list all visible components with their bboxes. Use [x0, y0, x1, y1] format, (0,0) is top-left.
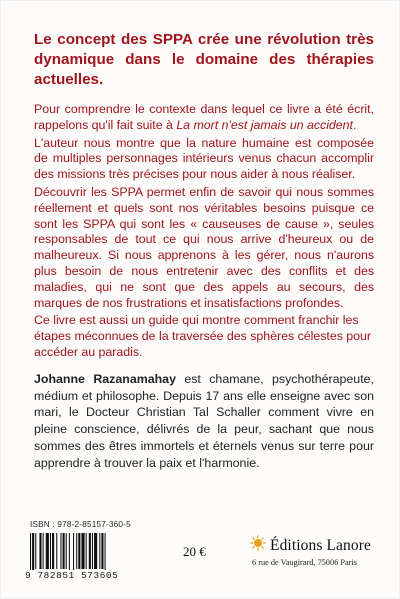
barcode-bars	[24, 533, 144, 573]
barcode-bar	[39, 533, 41, 569]
barcode-bar	[32, 533, 34, 573]
barcode-bar	[46, 533, 49, 569]
barcode-bar	[94, 533, 97, 569]
price: 20 €	[183, 544, 206, 559]
barcode-bar	[66, 533, 67, 569]
cover-text-block	[34, 30, 374, 472]
sun-logo-icon	[250, 535, 266, 556]
barcode-bar	[76, 533, 77, 569]
barcode-bar	[35, 533, 36, 569]
barcode-bar	[99, 533, 100, 569]
barcode-bar	[92, 533, 93, 569]
author-name: Johanne Razanamahay	[34, 371, 176, 386]
sun-logo-svg	[250, 535, 266, 551]
barcode-bar	[73, 533, 74, 573]
barcode-bar	[52, 533, 54, 569]
barcode-bar	[101, 533, 103, 569]
blurb	[34, 102, 374, 361]
barcode-bar	[78, 533, 80, 569]
barcode-bar	[81, 533, 84, 569]
blurb-p1-end: .	[352, 117, 357, 132]
barcode-bar	[86, 533, 87, 569]
barcode-bar	[56, 533, 57, 569]
barcode-bar	[69, 533, 70, 573]
author-bio	[34, 371, 374, 472]
blurb-paragraph-4: Ce livre est aussi un guide qui montre comment franchir les étapes méconnues de la traversée des sphères célestes pour accéder au paradis.	[34, 313, 372, 359]
blurb-paragraph-1	[34, 102, 374, 134]
barcode-bar	[63, 533, 65, 569]
publisher-name: Éditions Lanore	[270, 536, 371, 554]
previous-book-title: La mort n'est jamais un accident	[176, 117, 353, 132]
barcode-digits	[24, 570, 144, 581]
barcode-digits-text: 9 782851 573605	[25, 570, 119, 581]
publisher-address: 6 rue de Vaugirard, 75006 Paris	[252, 558, 357, 567]
headline: Le concept des SPPA crée une révolution très dynamique dans le domaine des thérapies actuelles.	[34, 31, 374, 88]
blurb-paragraph-2: L'auteur nous montre que la nature humaine est composée de multiples personnages intérieurs venus chacun accomplir des missions très précises pour nous aider à nous réaliser.	[34, 135, 374, 182]
barcode-bar	[105, 533, 106, 573]
barcode	[24, 533, 144, 581]
barcode-bar	[30, 533, 31, 573]
isbn-label: ISBN : 978-2-85157-360-5	[30, 520, 131, 529]
barcode-bar	[60, 533, 61, 569]
author-bio-text: est chamane, psychothérapeute, médium et philosophe. Depuis 17 ans elle enseigne avec son mari, le Docteur Christian Tal Schaller comment vivre en pleine conscience, délivrés de la peur, sachant que nous sommes des êtres immortels et éternels venus sur terre pour apprendre à trouver la paix et l'harmonie.	[34, 371, 374, 470]
blurb-paragraph-3: Découvrir les SPPA permet enfin de savoir qui nous sommes réellement et quels sont nos véritables besoins puisque ce sont les SPPA qui sont les « causeuses de cause », seules responsables de tout ce qui nous arrive d'heureux ou de malheureux. Si nous apprenons à les gérer, nous n'aurons plus besoin de nous entretenir avec des conflits et des maladies, qui ne sont que des appels au secours, des marques de nos frustrations et insatisfactions profondes.	[34, 184, 374, 310]
barcode-bar	[50, 533, 51, 569]
blurb-p1-start: Pour comprendre le contexte dans lequel ce livre a été écrit, rappelons qu'il fait suite à	[34, 102, 374, 132]
barcode-bar	[43, 533, 44, 569]
publisher-line	[250, 535, 390, 556]
barcode-bar	[89, 533, 91, 569]
publisher-block	[250, 535, 390, 567]
